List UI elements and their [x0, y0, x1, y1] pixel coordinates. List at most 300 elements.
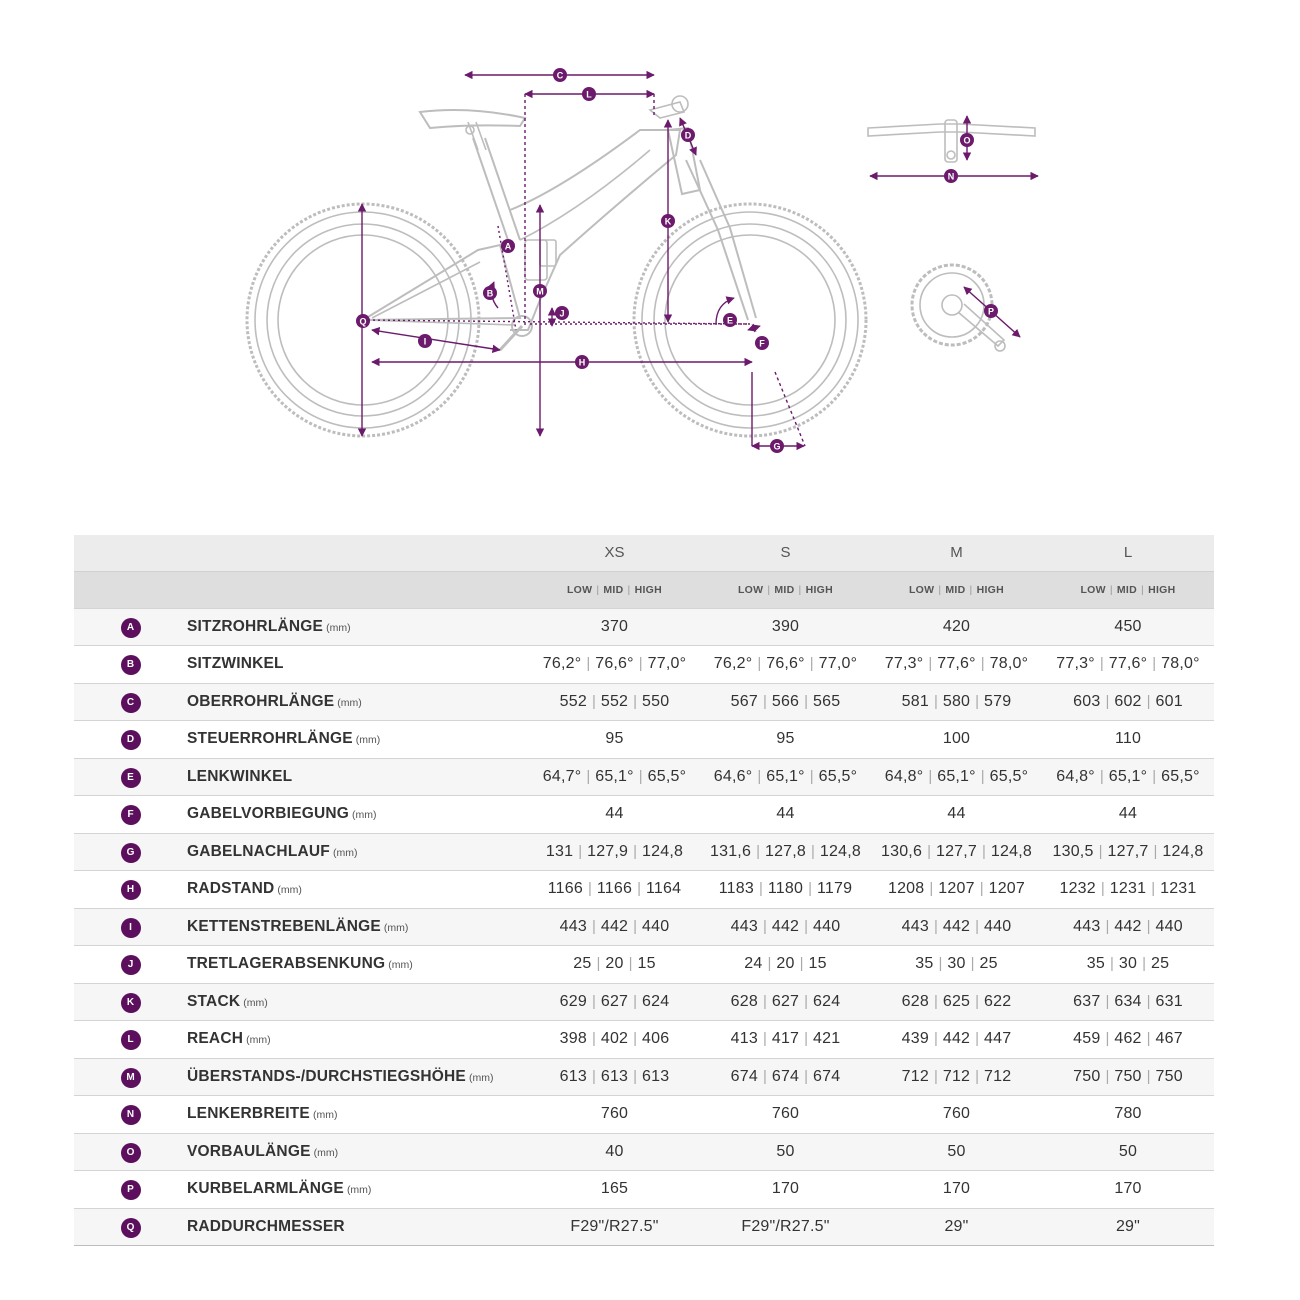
- value: 44: [605, 805, 624, 823]
- value-cell-xs: [529, 758, 700, 796]
- value: 44: [947, 805, 966, 823]
- marker-p-label: P: [987, 306, 995, 317]
- value: 440: [813, 917, 841, 935]
- value: 95: [605, 730, 624, 748]
- value-cell-m: [871, 1096, 1042, 1134]
- parameter-label-cell: [187, 833, 529, 871]
- value-separator: |: [1105, 692, 1110, 710]
- measurement-badge-k: K: [121, 993, 141, 1013]
- value: 35: [1086, 955, 1105, 973]
- size-header-row: [74, 535, 1214, 571]
- value-cell-m: [871, 758, 1042, 796]
- table-row-p: [74, 1171, 1214, 1209]
- value-cell-xs: [529, 608, 700, 646]
- badge-cell: [74, 721, 187, 759]
- value: 712: [901, 1067, 929, 1085]
- value: 579: [984, 692, 1012, 710]
- value-separator: |: [975, 917, 980, 935]
- value-cell-xs: [529, 833, 700, 871]
- position-separator: |: [1109, 583, 1113, 596]
- value: 124,8: [990, 842, 1032, 860]
- value-separator: |: [979, 880, 984, 898]
- value: 127,7: [935, 842, 978, 860]
- value-separator: |: [767, 955, 772, 973]
- value-separator: |: [1105, 917, 1110, 935]
- position-label-high: HIGH: [976, 583, 1005, 596]
- value-separator: |: [638, 655, 643, 673]
- value: 165: [600, 1180, 629, 1198]
- marker-o: [960, 133, 974, 147]
- value-cell-l: [1042, 646, 1214, 684]
- measurement-badge-f: F: [121, 805, 141, 825]
- value: 467: [1155, 1030, 1183, 1048]
- value: 170: [942, 1180, 971, 1198]
- value-separator: |: [591, 1067, 596, 1085]
- value: 78,0°: [1161, 655, 1200, 673]
- parameter-name: RADDURCHMESSER: [187, 1217, 345, 1235]
- value-cell-s: [700, 1096, 871, 1134]
- parameter-unit: (mm): [243, 996, 268, 1009]
- parameter-label-cell: [187, 646, 529, 684]
- badge-cell: [74, 908, 187, 946]
- value-cell-xs: [529, 946, 700, 984]
- marker-b-label: B: [486, 288, 494, 299]
- marker-d: [681, 128, 695, 142]
- table-row-m: [74, 1058, 1214, 1096]
- table-row-q: [74, 1208, 1214, 1246]
- value-cell-m: [871, 683, 1042, 721]
- parameter-name: GABELVORBIEGUNG: [187, 805, 350, 823]
- badge-cell: [74, 871, 187, 909]
- value: 581: [901, 692, 929, 710]
- badge-cell: [74, 683, 187, 721]
- measurement-badge-j: J: [121, 955, 141, 975]
- value: 64,7°: [542, 767, 582, 785]
- value-separator: |: [804, 692, 809, 710]
- value: 421: [813, 1030, 841, 1048]
- bike-geometry-diagram: [0, 0, 1300, 520]
- marker-d-label: D: [684, 130, 692, 141]
- value: 65,1°: [937, 767, 976, 785]
- value: 95: [776, 730, 795, 748]
- header-spacer: [187, 535, 529, 571]
- value: 390: [771, 617, 800, 635]
- value-separator: |: [809, 767, 814, 785]
- marker-k: [661, 214, 675, 228]
- value-separator: |: [591, 992, 596, 1010]
- value-cell-l: [1042, 946, 1214, 984]
- value-separator: |: [1146, 1030, 1151, 1048]
- marker-e-label: E: [726, 315, 734, 326]
- value: 580: [942, 692, 971, 710]
- marker-m: [533, 284, 547, 298]
- parameter-unit: (mm): [277, 884, 302, 897]
- marker-j-label: J: [559, 308, 565, 319]
- measurement-badge-p: P: [121, 1180, 141, 1200]
- position-label-low: LOW: [566, 583, 593, 596]
- value: 602: [1114, 692, 1142, 710]
- parameter-unit: (mm): [352, 809, 377, 822]
- marker-j: [555, 306, 569, 320]
- value-cell-xs: [529, 1021, 700, 1059]
- measurement-badge-d: D: [121, 730, 141, 750]
- value: 440: [642, 917, 670, 935]
- header-spacer: [74, 571, 187, 608]
- value-separator: |: [804, 917, 809, 935]
- value-cell-s: [700, 1171, 871, 1209]
- value: 443: [901, 917, 929, 935]
- value-separator: |: [809, 655, 814, 673]
- parameter-unit: (mm): [383, 921, 409, 934]
- value-separator: |: [811, 842, 815, 860]
- value: 30: [1118, 955, 1138, 973]
- value: 76,6°: [595, 655, 634, 673]
- measurement-badge-a: A: [121, 618, 141, 638]
- value-separator: |: [578, 842, 583, 860]
- value-separator: |: [591, 917, 596, 935]
- value: 130,6: [881, 842, 923, 860]
- value: 1166: [547, 880, 583, 898]
- value-cell-xs: [529, 983, 700, 1021]
- marker-h-label: H: [578, 357, 586, 368]
- marker-f: [755, 336, 769, 350]
- value: 65,5°: [647, 767, 687, 785]
- value: 552: [559, 692, 587, 710]
- table-row-c: [74, 683, 1214, 721]
- position-separator: |: [596, 583, 600, 596]
- value: 780: [1114, 1105, 1142, 1123]
- badge-cell: [74, 983, 187, 1021]
- measurement-badge-l: L: [121, 1030, 141, 1050]
- parameter-name: LENKERBREITE: [187, 1105, 310, 1123]
- value: F29"/R27.5": [570, 1217, 659, 1235]
- value-separator: |: [633, 917, 638, 935]
- value-separator: |: [1146, 692, 1151, 710]
- badge-cell: [74, 1133, 187, 1171]
- value: 170: [771, 1180, 800, 1198]
- value: 440: [1155, 917, 1183, 935]
- marker-p: [984, 304, 998, 318]
- value-cell-s: [700, 871, 871, 909]
- value-separator: |: [933, 917, 938, 935]
- value: 443: [559, 917, 587, 935]
- value-separator: |: [633, 842, 638, 860]
- value-separator: |: [1152, 767, 1157, 785]
- table-row-f: [74, 796, 1214, 834]
- value: 24: [744, 955, 763, 973]
- value-separator: |: [756, 842, 760, 860]
- value-separator: |: [633, 1067, 638, 1085]
- value: 1183: [718, 880, 754, 898]
- value-cell-m: [871, 1171, 1042, 1209]
- parameter-name: ÜBERSTANDS-/DURCHSTIEGSHÖHE: [187, 1067, 466, 1085]
- table-row-h: [74, 871, 1214, 909]
- table-row-a: [74, 608, 1214, 646]
- marker-e: [723, 313, 737, 327]
- value-separator: |: [938, 955, 943, 973]
- value: 1231: [1160, 880, 1197, 898]
- table-row-e: [74, 758, 1214, 796]
- value-separator: |: [975, 1067, 980, 1085]
- position-label-low: LOW: [908, 583, 935, 596]
- parameter-label-cell: [187, 683, 529, 721]
- badge-cell: [74, 646, 187, 684]
- value-separator: |: [1142, 955, 1146, 973]
- value: 76,2°: [542, 655, 582, 673]
- value-cell-s: [700, 721, 871, 759]
- value-cell-s: [700, 796, 871, 834]
- value: 629: [559, 992, 587, 1010]
- parameter-unit: (mm): [388, 959, 413, 972]
- measurement-badge-h: H: [121, 880, 141, 900]
- position-label-mid: MID: [945, 583, 966, 596]
- value: 65,1°: [766, 767, 805, 785]
- value: 65,5°: [989, 767, 1029, 785]
- value: 77,3°: [1056, 655, 1095, 673]
- marker-a-label: A: [504, 241, 512, 252]
- value-cell-m: [871, 1208, 1042, 1246]
- front-wheel: [634, 204, 866, 436]
- value-separator: |: [1100, 880, 1105, 898]
- value: 20: [776, 955, 795, 973]
- value: 1207: [988, 880, 1026, 898]
- position-label-high: HIGH: [634, 583, 663, 596]
- value: 30: [947, 955, 966, 973]
- position-separator: |: [1141, 583, 1145, 596]
- value-separator: |: [975, 1030, 980, 1048]
- value-cell-s: [700, 758, 871, 796]
- value: 674: [813, 1067, 841, 1085]
- value: 25: [573, 955, 592, 973]
- value-cell-xs: [529, 1133, 700, 1171]
- marker-g: [770, 439, 784, 453]
- value: 413: [730, 1030, 758, 1048]
- parameter-name: SITZROHRLÄNGE: [187, 617, 324, 635]
- value: 450: [1114, 617, 1142, 635]
- value: 613: [600, 1067, 629, 1085]
- value: 760: [600, 1105, 629, 1123]
- position-header-l: [1042, 571, 1214, 608]
- value-separator: |: [591, 692, 596, 710]
- value-cell-xs: [529, 1171, 700, 1209]
- parameter-label-cell: [187, 1208, 529, 1246]
- badge-cell: [74, 833, 187, 871]
- value: 1208: [887, 880, 925, 898]
- value-cell-l: [1042, 1096, 1214, 1134]
- table-row-b: [74, 646, 1214, 684]
- value-separator: |: [757, 655, 762, 673]
- parameter-unit: (mm): [313, 1146, 339, 1159]
- value-separator: |: [633, 992, 638, 1010]
- value-separator: |: [586, 655, 591, 673]
- value: 15: [637, 955, 656, 973]
- value: 750: [1155, 1067, 1183, 1085]
- value-separator: |: [975, 992, 980, 1010]
- value-cell-l: [1042, 1171, 1214, 1209]
- parameter-name: VORBAULÄNGE: [187, 1142, 311, 1160]
- parameter-label-cell: [187, 1058, 529, 1096]
- value: 443: [730, 917, 758, 935]
- value-separator: |: [933, 1030, 938, 1048]
- parameter-name: SITZWINKEL: [187, 655, 284, 673]
- table-row-l: [74, 1021, 1214, 1059]
- parameter-label-cell: [187, 608, 529, 646]
- value: 76,6°: [766, 655, 805, 673]
- value: 631: [1155, 992, 1183, 1010]
- value-cell-l: [1042, 871, 1214, 909]
- marker-q: [356, 314, 370, 328]
- value-cell-m: [871, 608, 1042, 646]
- value-separator: |: [591, 1030, 596, 1048]
- value-separator: |: [1098, 842, 1103, 860]
- value: 25: [1151, 955, 1170, 973]
- value: 625: [942, 992, 971, 1010]
- value: 35: [915, 955, 934, 973]
- size-header-xs: XS: [529, 535, 700, 571]
- value: 624: [813, 992, 841, 1010]
- value-separator: |: [804, 1030, 809, 1048]
- position-label-low: LOW: [737, 583, 764, 596]
- value: 402: [600, 1030, 629, 1048]
- value: 406: [642, 1030, 670, 1048]
- value: 44: [776, 805, 795, 823]
- value: 1166: [596, 880, 633, 898]
- value-separator: |: [975, 692, 980, 710]
- value: 170: [1114, 1180, 1142, 1198]
- value-cell-l: [1042, 721, 1214, 759]
- marker-n-label: N: [947, 171, 955, 182]
- value-separator: |: [762, 1067, 767, 1085]
- parameter-unit: (mm): [355, 734, 381, 747]
- value: 622: [984, 992, 1012, 1010]
- value-separator: |: [1152, 655, 1157, 673]
- value-separator: |: [587, 880, 592, 898]
- value-cell-s: [700, 833, 871, 871]
- value-separator: |: [762, 992, 767, 1010]
- parameter-label-cell: [187, 1171, 529, 1209]
- parameter-unit: (mm): [246, 1034, 271, 1047]
- value-cell-m: [871, 1021, 1042, 1059]
- value: 64,6°: [713, 767, 753, 785]
- parameter-label-cell: [187, 1096, 529, 1134]
- value: 76,2°: [713, 655, 753, 673]
- parameter-label-cell: [187, 721, 529, 759]
- parameter-unit: (mm): [332, 846, 358, 859]
- value: 124,8: [819, 842, 861, 860]
- value-cell-xs: [529, 646, 700, 684]
- value: 442: [942, 917, 971, 935]
- measurement-badge-c: C: [121, 693, 141, 713]
- value: 64,8°: [884, 767, 924, 785]
- position-header-m: [871, 571, 1042, 608]
- value: 44: [1118, 805, 1138, 823]
- value-separator: |: [933, 1067, 938, 1085]
- value: 15: [808, 955, 827, 973]
- value-separator: |: [1099, 767, 1104, 785]
- value-cell-m: [871, 908, 1042, 946]
- value-cell-xs: [529, 1058, 700, 1096]
- value: 550: [642, 692, 670, 710]
- position-label-high: HIGH: [1148, 583, 1176, 596]
- value: 50: [776, 1142, 795, 1160]
- value-separator: |: [927, 842, 931, 860]
- value-cell-m: [871, 646, 1042, 684]
- marker-n: [944, 169, 958, 183]
- table-row-k: [74, 983, 1214, 1021]
- value: 613: [559, 1067, 587, 1085]
- value: 459: [1073, 1030, 1101, 1048]
- marker-f-label: F: [759, 338, 765, 349]
- position-separator: |: [938, 583, 942, 596]
- value-separator: |: [799, 955, 804, 973]
- parameter-label-cell: [187, 758, 529, 796]
- marker-i: [418, 334, 432, 348]
- header-spacer: [74, 535, 187, 571]
- marker-q-label: Q: [359, 316, 367, 327]
- badge-cell: [74, 608, 187, 646]
- value-separator: |: [933, 992, 938, 1010]
- value-cell-l: [1042, 908, 1214, 946]
- value-separator: |: [758, 880, 763, 898]
- position-label-mid: MID: [774, 583, 795, 596]
- value-cell-l: [1042, 1133, 1214, 1171]
- value: 1179: [817, 880, 853, 898]
- value-separator: |: [586, 767, 591, 785]
- position-separator: |: [969, 583, 973, 596]
- measurement-badge-b: B: [121, 655, 141, 675]
- marker-o-label: O: [963, 135, 971, 146]
- value: 417: [771, 1030, 800, 1048]
- value-separator: |: [928, 767, 933, 785]
- marker-c-label: C: [556, 70, 564, 81]
- badge-cell: [74, 946, 187, 984]
- marker-l: [582, 87, 596, 101]
- value: 566: [771, 692, 800, 710]
- value: 760: [771, 1105, 800, 1123]
- value-cell-s: [700, 683, 871, 721]
- value: 443: [1073, 917, 1101, 935]
- value: F29"/R27.5": [741, 1217, 830, 1235]
- value: 130,5: [1052, 842, 1094, 860]
- table-row-g: [74, 833, 1214, 871]
- badge-cell: [74, 1058, 187, 1096]
- value: 131: [545, 842, 574, 860]
- geometry-table-body: [74, 608, 1214, 1246]
- value-separator: |: [970, 955, 975, 973]
- value: 64,8°: [1056, 767, 1095, 785]
- value: 628: [901, 992, 929, 1010]
- marker-h: [575, 355, 589, 369]
- value-cell-xs: [529, 871, 700, 909]
- value: 750: [1073, 1067, 1101, 1085]
- value-separator: |: [1146, 992, 1151, 1010]
- value: 124,8: [642, 842, 684, 860]
- marker-c: [553, 68, 567, 82]
- value-separator: |: [628, 955, 633, 973]
- parameter-unit: (mm): [312, 1109, 338, 1122]
- value: 370: [600, 617, 629, 635]
- parameter-name: STEUERROHRLÄNGE: [187, 730, 353, 748]
- value-cell-m: [871, 1133, 1042, 1171]
- parameter-name: STACK: [187, 992, 241, 1010]
- value: 674: [771, 1067, 800, 1085]
- value: 565: [813, 692, 841, 710]
- value: 447: [984, 1030, 1012, 1048]
- parameter-label-cell: [187, 1021, 529, 1059]
- measurement-badge-q: Q: [121, 1218, 141, 1238]
- value: 124,8: [1162, 842, 1204, 860]
- marker-l-label: L: [586, 89, 592, 100]
